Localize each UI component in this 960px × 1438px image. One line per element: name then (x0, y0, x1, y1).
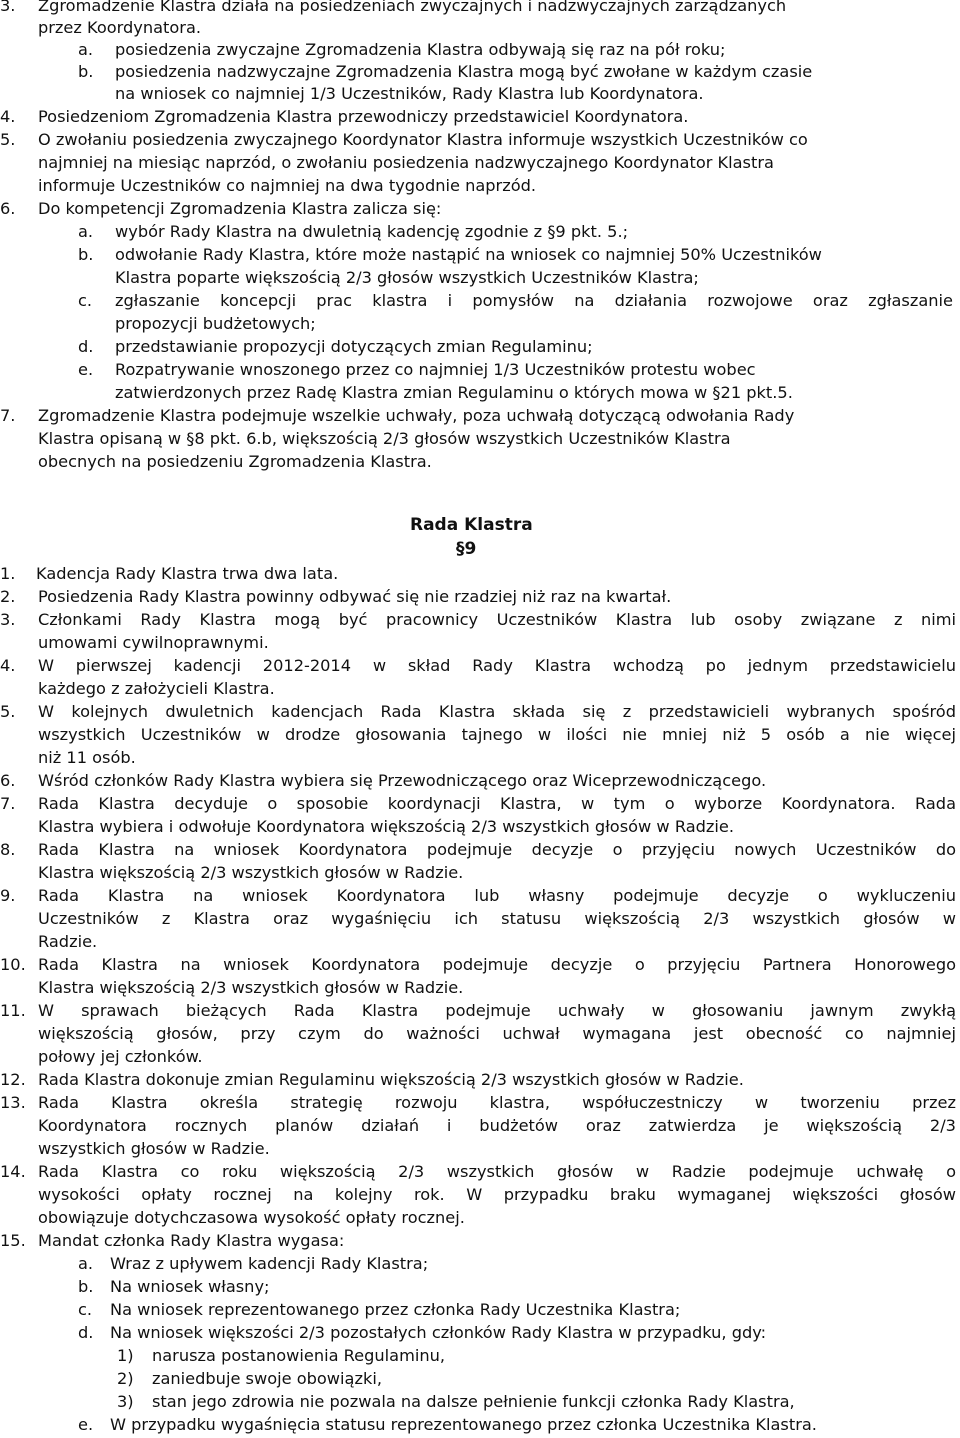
item-marker: 4. (0, 107, 16, 126)
item-text: Rada Klastra na wniosek Koordynatora lub własny podejmuje decyzje o wykluczeniu (38, 886, 956, 905)
item-text: posiedzenia nadzwyczajne Zgromadzenia Klastra mogą być zwołane w każdym czasie (115, 62, 813, 81)
item-marker: e. (78, 360, 94, 379)
item-text: Klastra większością 2/3 wszystkich głosów w Radzie. (38, 863, 464, 882)
item-text: Wraz z upływem kadencji Rady Klastra; (110, 1254, 429, 1273)
item-text: Klastra większością 2/3 wszystkich głosów w Radzie. (38, 978, 464, 997)
list-item (0, 1367, 960, 1390)
item-text: Do kompetencji Zgromadzenia Klastra zalicza się: (38, 199, 442, 218)
item-text: Wśród członków Rady Klastra wybiera się Przewodniczącego oraz Wiceprzewodniczącego. (38, 771, 767, 790)
item-marker: b. (78, 1277, 94, 1296)
item-text: Członkami Rady Klastra mogą być pracownicy Uczestników Klastra lub osoby związane z nimi (38, 610, 956, 629)
list-item (0, 1160, 960, 1183)
item-text: wszystkich głosów w Radzie. (38, 1139, 270, 1158)
list-item-continuation (0, 266, 960, 289)
item-text: Klastra opisaną w §8 pkt. 6.b, większością 2/3 głosów wszystkich Uczestników Klastra (38, 429, 731, 448)
item-marker: 3. (0, 610, 16, 629)
item-marker: 5. (0, 702, 16, 721)
item-marker: 6. (0, 199, 16, 218)
item-text: Rada Klastra na wniosek Koordynatora podejmuje decyzje o przyjęciu Partnera Honorowego (38, 955, 956, 974)
item-marker: a. (78, 40, 94, 59)
item-text: obecnych na posiedzeniu Zgromadzenia Klastra. (38, 452, 432, 471)
item-text: Posiedzeniom Zgromadzenia Klastra przewodniczy przedstawiciel Koordynatora. (38, 107, 689, 126)
item-text: stan jego zdrowia nie pozwala na dalsze pełnienie funkcji członka Rady Klastra, (152, 1392, 795, 1411)
item-text: Rada Klastra na wniosek Koordynatora podejmuje decyzje o przyjęciu nowych Uczestników do (38, 840, 956, 859)
item-text: Zgromadzenie Klastra podejmuje wszelkie uchwały, poza uchwałą dotyczącą odwołania Rady (38, 406, 795, 425)
item-text: Na wniosek własny; (110, 1277, 270, 1296)
item-text: umowami cywilnoprawnymi. (38, 633, 269, 652)
list-item (0, 289, 960, 312)
item-marker: 3) (117, 1392, 134, 1411)
list-item (0, 608, 960, 631)
item-text: Na wniosek reprezentowanego przez członka Rady Uczestnika Klastra; (110, 1300, 681, 1319)
item-text: wysokości opłaty rocznej na kolejny rok. W przypadku braku wymaganej większości głosów (38, 1185, 956, 1204)
item-text: na wniosek co najmniej 1/3 Uczestników, Rady Klastra lub Koordynatora. (115, 84, 704, 103)
list-item-continuation (0, 861, 960, 884)
item-marker: d. (78, 1323, 94, 1342)
item-text: zaniedbuje swoje obowiązki, (152, 1369, 382, 1388)
list-item-continuation (0, 1114, 960, 1137)
item-marker: a. (78, 1254, 94, 1273)
list-item (0, 999, 960, 1022)
item-text: niż 11 osób. (38, 748, 136, 767)
item-marker: 3. (0, 0, 16, 15)
item-text: Rada Klastra decyduje o sposobie koordynacji Klastra, w tym o wyborze Koordynatora. Rada (38, 794, 956, 813)
item-text: W sprawach bieżących Rada Klastra podejmuje uchwały w głosowaniu jawnym zwykłą (38, 1001, 956, 1020)
list-item (0, 769, 960, 792)
item-text: W przypadku wygaśnięcia statusu reprezentowanego przez członka Uczestnika Klastra. (110, 1415, 817, 1434)
list-item-continuation (0, 450, 960, 473)
list-item (0, 654, 960, 677)
list-item (0, 1091, 960, 1114)
list-item (0, 1229, 960, 1252)
item-marker: d. (78, 337, 94, 356)
item-marker: a. (78, 222, 94, 241)
item-marker: b. (78, 245, 94, 264)
list-item-continuation (0, 1045, 960, 1068)
list-item-continuation (0, 427, 960, 450)
item-text: wybór Rady Klastra na dwuletnią kadencję zgodnie z §9 pkt. 5.; (115, 222, 629, 241)
item-marker: 11. (0, 1001, 26, 1020)
item-text: połowy jej członków. (38, 1047, 203, 1066)
list-item (0, 197, 960, 220)
item-text: informuje Uczestników co najmniej na dwa tygodnie naprzód. (38, 176, 537, 195)
list-item (0, 105, 960, 128)
item-text: Mandat członka Rady Klastra wygasa: (38, 1231, 345, 1250)
item-text: najmniej na miesiąc naprzód, o zwołaniu posiedzenia nadzwyczajnego Koordynator Klastra (38, 153, 774, 172)
list-item (0, 1390, 960, 1413)
item-marker: c. (78, 1300, 93, 1319)
item-text: przedstawianie propozycji dotyczących zmian Regulaminu; (115, 337, 593, 356)
list-item (0, 953, 960, 976)
list-item (0, 60, 960, 83)
item-marker: 9. (0, 886, 16, 905)
list-item (0, 243, 960, 266)
item-text: Rozpatrywanie wnoszonego przez co najmniej 1/3 Uczestników protestu wobec (115, 360, 756, 379)
list-item (0, 1275, 960, 1298)
item-marker: 2. (0, 587, 16, 606)
item-text: Radzie. (38, 932, 98, 951)
list-item-continuation (0, 677, 960, 700)
list-item-continuation (0, 976, 960, 999)
list-item-continuation (0, 723, 960, 746)
list-item-continuation (0, 151, 960, 174)
item-marker: 7. (0, 794, 16, 813)
item-text: posiedzenia zwyczajne Zgromadzenia Klastra odbywają się raz na pół roku; (115, 40, 726, 59)
list-item (0, 220, 960, 243)
list-item (0, 1321, 960, 1344)
list-item (0, 585, 960, 608)
list-item (0, 128, 960, 151)
list-item (0, 1298, 960, 1321)
item-marker: 2) (117, 1369, 134, 1388)
paragraph-number: §9 (456, 539, 477, 559)
item-text: Uczestników z Klastra oraz wygaśnięciu ich statusu większością 2/3 wszystkich głosów w (38, 909, 956, 928)
list-item-continuation (0, 631, 960, 654)
list-item (0, 792, 960, 815)
list-item-continuation (0, 746, 960, 769)
item-text: W pierwszej kadencji 2012-2014 w skład Rady Klastra wchodzą po jednym przedstawicielu (38, 656, 956, 675)
item-marker: c. (78, 291, 93, 310)
list-item-continuation (0, 174, 960, 197)
item-text: odwołanie Rady Klastra, które może nastąpić na wniosek co najmniej 50% Uczestników (115, 245, 822, 264)
list-item (0, 358, 960, 381)
list-item (0, 1252, 960, 1275)
item-marker: 14. (0, 1162, 26, 1181)
item-text: W kolejnych dwuletnich kadencjach Rada Klastra składa się z przedstawicieli wybranych spośród (38, 702, 956, 721)
item-text: obowiązuje dotychczasowa wysokość opłaty rocznej. (38, 1208, 465, 1227)
item-text: Kadencja Rady Klastra trwa dwa lata. (36, 564, 339, 583)
list-item (0, 38, 960, 61)
list-item-continuation (0, 907, 960, 930)
list-item (0, 1068, 960, 1091)
list-item-continuation (0, 1022, 960, 1045)
list-item-continuation (0, 815, 960, 838)
item-text: Na wniosek większości 2/3 pozostałych członków Rady Klastra w przypadku, gdy: (110, 1323, 767, 1342)
item-text: propozycji budżetowych; (115, 314, 316, 333)
list-item (0, 404, 960, 427)
list-item (0, 1413, 960, 1436)
item-text: Posiedzenia Rady Klastra powinny odbywać się nie rzadziej niż raz na kwartał. (38, 587, 672, 606)
item-text: zgłaszanie koncepcji prac klastra i pomysłów na działania rozwojowe oraz zgłaszanie (115, 291, 953, 310)
item-text: Klastra wybiera i odwołuje Koordynatora większością 2/3 wszystkich głosów w Radzie. (38, 817, 734, 836)
item-marker: 10. (0, 955, 26, 974)
item-text: O zwołaniu posiedzenia zwyczajnego Koordynator Klastra informuje wszystkich Uczestników co (38, 130, 808, 149)
item-marker: e. (78, 1415, 94, 1434)
list-item (0, 335, 960, 358)
list-item (0, 884, 960, 907)
list-item (0, 700, 960, 723)
item-text: zatwierdzonych przez Radę Klastra zmian Regulaminu o których mowa w §21 pkt.5. (115, 383, 793, 402)
item-marker: 6. (0, 771, 16, 790)
item-text: Rada Klastra dokonuje zmian Regulaminu większością 2/3 wszystkich głosów w Radzie. (38, 1070, 744, 1089)
item-marker: 4. (0, 656, 16, 675)
item-text: Zgromadzenie Klastra działa na posiedzeniach zwyczajnych i nadzwyczajnych zarządzanych (38, 0, 787, 15)
item-marker: 5. (0, 130, 16, 149)
item-text: Rada Klastra określa strategię rozwoju klastra, współuczestniczy w tworzeniu przez (38, 1093, 956, 1112)
list-item (0, 838, 960, 861)
item-text: przez Koordynatora. (38, 18, 202, 37)
item-marker: 1) (117, 1346, 134, 1365)
item-text: każdego z założycieli Klastra. (38, 679, 275, 698)
item-text: narusza postanowienia Regulaminu, (152, 1346, 446, 1365)
list-item-continuation (0, 381, 960, 404)
item-marker: 15. (0, 1231, 26, 1250)
item-marker: 8. (0, 840, 16, 859)
list-item (0, 1344, 960, 1367)
item-marker: 13. (0, 1093, 26, 1112)
list-item-continuation (0, 1206, 960, 1229)
item-text: Klastra poparte większością 2/3 głosów wszystkich Uczestników Klastra; (115, 268, 699, 287)
list-item (0, 0, 960, 17)
item-text: Koordynatora rocznych planów działań i budżetów oraz zatwierdza je większością 2/3 (38, 1116, 956, 1135)
item-marker: 1. (0, 564, 16, 583)
list-item-continuation (0, 1183, 960, 1206)
list-item (0, 562, 960, 585)
item-text: wszystkich Uczestników w drodze głosowania tajnego w ilości nie mniej niż 5 osób a nie więcej (38, 725, 956, 744)
list-item-continuation (0, 930, 960, 953)
item-text: Rada Klastra co roku większością 2/3 wszystkich głosów w Radzie podejmuje uchwałę o (38, 1162, 956, 1181)
item-text: większością głosów, przy czym do ważności uchwał wymagana jest obecność co najmniej (38, 1024, 956, 1043)
list-item-continuation (0, 1137, 960, 1160)
item-marker: b. (78, 62, 94, 81)
list-item-continuation (0, 16, 960, 39)
list-item-continuation (0, 312, 960, 335)
item-marker: 12. (0, 1070, 26, 1089)
list-item-continuation (0, 82, 960, 105)
item-marker: 7. (0, 406, 16, 425)
section-heading: Rada Klastra (410, 515, 533, 535)
